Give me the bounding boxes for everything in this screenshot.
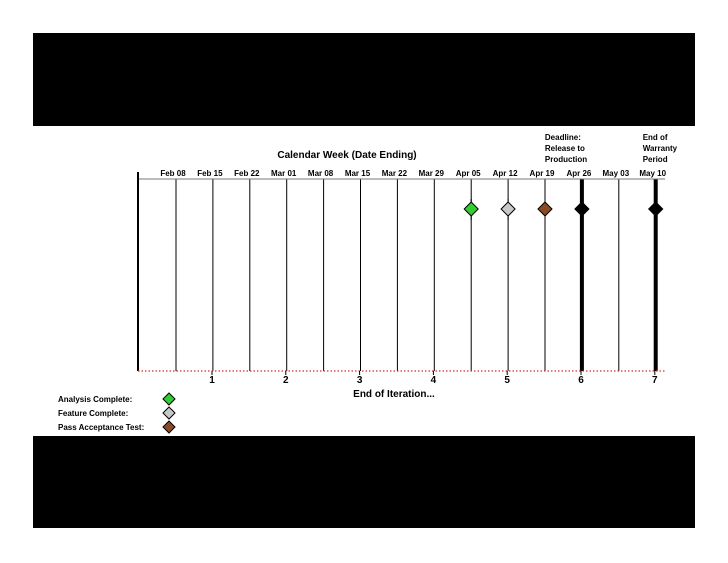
milestone-diamond — [575, 202, 589, 216]
week-tick-label: Mar 01 — [271, 169, 297, 178]
week-tick-label: May 10 — [639, 169, 667, 178]
legend-label: Feature Complete: — [58, 409, 129, 418]
deadline-annotation: End of — [642, 133, 668, 142]
iteration-tick-label: 2 — [283, 375, 289, 386]
week-tick-label: Mar 08 — [307, 169, 334, 178]
legend-label: Analysis Complete: — [58, 395, 133, 404]
milestone-diamond — [501, 202, 515, 216]
deadline-annotation: Warranty — [642, 144, 678, 153]
week-tick-label: Mar 22 — [381, 169, 408, 178]
week-tick-label: Apr 12 — [492, 169, 518, 178]
iteration-tick-label: 1 — [209, 375, 215, 386]
milestone-diamond — [649, 202, 663, 216]
week-tick-label: Feb 22 — [234, 169, 260, 178]
legend-swatch — [163, 421, 175, 433]
week-tick-label: Feb 08 — [160, 169, 186, 178]
deadline-annotation: Production — [544, 155, 588, 164]
iteration-tick-label: 5 — [504, 375, 510, 386]
iteration-tick-label: 7 — [652, 375, 658, 386]
x-axis-label: End of Iteration... — [353, 389, 435, 400]
week-tick-label: Mar 29 — [418, 169, 444, 178]
iteration-tick-label: 4 — [430, 375, 437, 386]
week-tick-label: Apr 26 — [566, 169, 592, 178]
chart-title: Calendar Week (Date Ending) — [277, 150, 417, 161]
legend-label: Pass Acceptance Test: — [58, 423, 145, 432]
milestone-diamond — [464, 202, 478, 216]
week-tick-label: Apr 05 — [455, 169, 481, 178]
week-tick-label: May 03 — [602, 169, 630, 178]
deadline-annotation: Deadline: — [544, 133, 581, 142]
week-tick-label: Apr 19 — [529, 169, 555, 178]
deadline-annotation: Release to — [544, 144, 585, 153]
week-tick-label: Mar 15 — [344, 169, 371, 178]
deadline-annotation: Period — [642, 155, 668, 164]
legend-swatch — [163, 393, 175, 405]
week-tick-label: Feb 15 — [197, 169, 223, 178]
milestone-diamond — [538, 202, 552, 216]
legend-swatch — [163, 407, 175, 419]
iteration-tick-label: 6 — [578, 375, 584, 386]
iteration-tick-label: 3 — [356, 375, 363, 386]
